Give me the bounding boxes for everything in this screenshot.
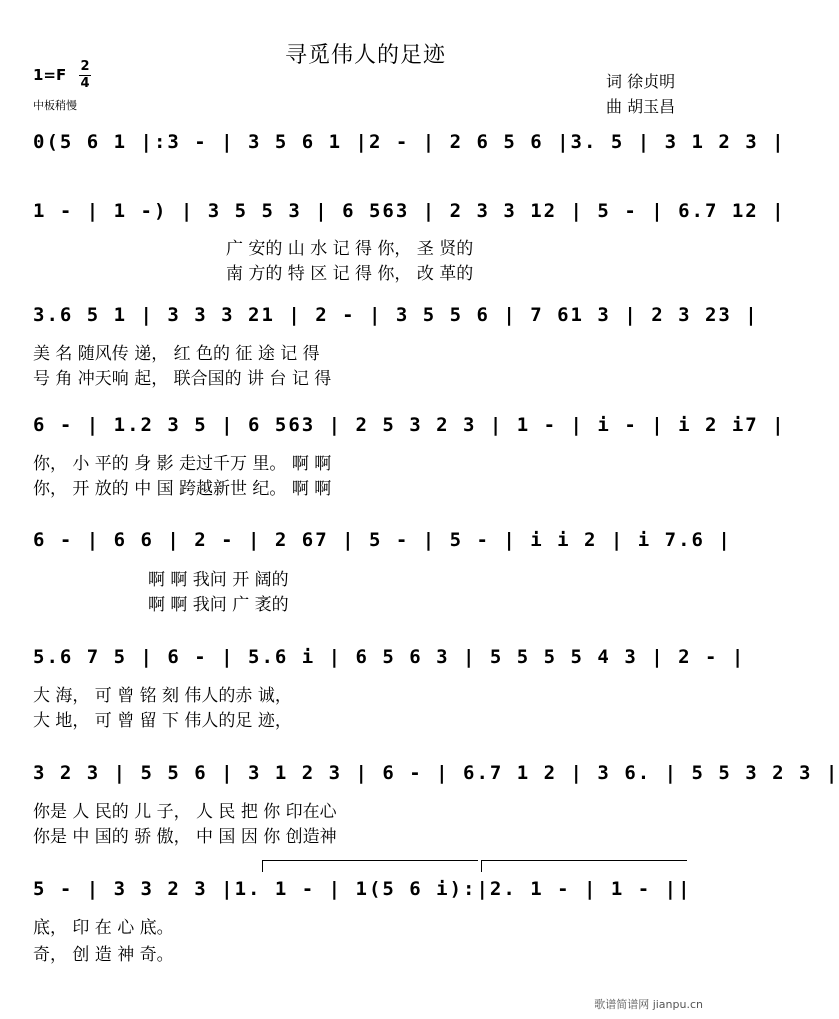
lyrics-system-2-verse-1: 广 安的 山 水 记 得 你， 圣 贤的 <box>226 239 474 259</box>
lyrics-system-7-verse-1: 你是 人 民的 儿 子， 人 民 把 你 印在心 <box>33 802 337 822</box>
lyrics-system-5-verse-2: 啊 啊 我问 广 袤的 <box>148 595 289 615</box>
notes-system-4: 6 - | 1.2 3 5 | 6 563 | 2 5 3 2 3 | 1 - | i - | i 2 i7 | <box>33 414 786 436</box>
lyrics-system-5-verse-1: 啊 啊 我问 开 阔的 <box>148 570 289 590</box>
volta-bracket-2 <box>481 860 687 861</box>
lyrics-system-6-verse-2: 大 地， 可 曾 留 下 伟人的足 迹， <box>33 711 292 731</box>
lyrics-system-3-verse-1: 美 名 随风传 递， 红 色的 征 途 记 得 <box>33 344 320 364</box>
lyrics-system-8-verse-2: 奇， 创 造 神 奇。 <box>33 945 174 965</box>
lyrics-system-2-verse-2: 南 方的 特 区 记 得 你， 改 革的 <box>226 264 474 284</box>
watermark: 歌谱简谱网 jianpu.cn <box>594 998 703 1011</box>
composer-credit: 曲 胡玉昌 <box>606 97 676 116</box>
lyrics-system-4-verse-1: 你， 小 平的 身 影 走过千万 里。 啊 啊 <box>33 454 332 474</box>
notes-system-7: 3 2 3 | 5 5 6 | 3 1 2 3 | 6 - | 6.7 1 2 | 3 6. | 5 5 3 2 3 | <box>33 762 839 784</box>
notes-system-1: 0(5 6 1 |:3 - | 3 5 6 1 |2 - | 2 6 5 6 |3. 5 | 3 1 2 3 | <box>33 131 786 153</box>
volta-bracket-1 <box>262 860 478 861</box>
notes-system-6: 5.6 7 5 | 6 - | 5.6 i | 6 5 6 3 | 5 5 5 5 4 3 | 2 - | <box>33 646 746 668</box>
notes-system-5: 6 - | 6 6 | 2 - | 2 67 | 5 - | 5 - | i i 2 | i 7.6 | <box>33 529 732 551</box>
lyrics-system-8-verse-1: 底， 印 在 心 底。 <box>33 918 174 938</box>
lyrics-system-7-verse-2: 你是 中 国的 骄 傲， 中 国 因 你 创造神 <box>33 827 337 847</box>
lyrics-system-6-verse-1: 大 海， 可 曾 铭 刻 伟人的赤 诚， <box>33 686 292 706</box>
notes-system-2: 1 - | 1 -) | 3 5 5 3 | 6 563 | 2 3 3 12 | 5 - | 6.7 12 | <box>33 200 786 222</box>
lyricist-credit: 词 徐贞明 <box>606 72 676 91</box>
time-signature <box>79 60 91 91</box>
notes-system-8: 5 - | 3 3 2 3 |1. 1 - | 1(5 6 i):|2. 1 - | 1 - || <box>33 878 692 900</box>
tempo-marking: 中板稍慢 <box>33 99 77 112</box>
key-signature: 1=F <box>33 66 67 84</box>
lyrics-system-3-verse-2: 号 角 冲天响 起， 联合国的 讲 台 记 得 <box>33 369 332 389</box>
song-title: 寻觅伟人的足迹 <box>284 43 446 68</box>
time-denominator: 4 <box>80 76 90 91</box>
lyrics-system-4-verse-2: 你， 开 放的 中 国 跨越新世 纪。 啊 啊 <box>33 479 332 499</box>
notes-system-3: 3.6 5 1 | 3 3 3 21 | 2 - | 3 5 5 6 | 7 61 3 | 2 3 23 | <box>33 304 759 326</box>
time-numerator: 2 <box>80 59 90 74</box>
